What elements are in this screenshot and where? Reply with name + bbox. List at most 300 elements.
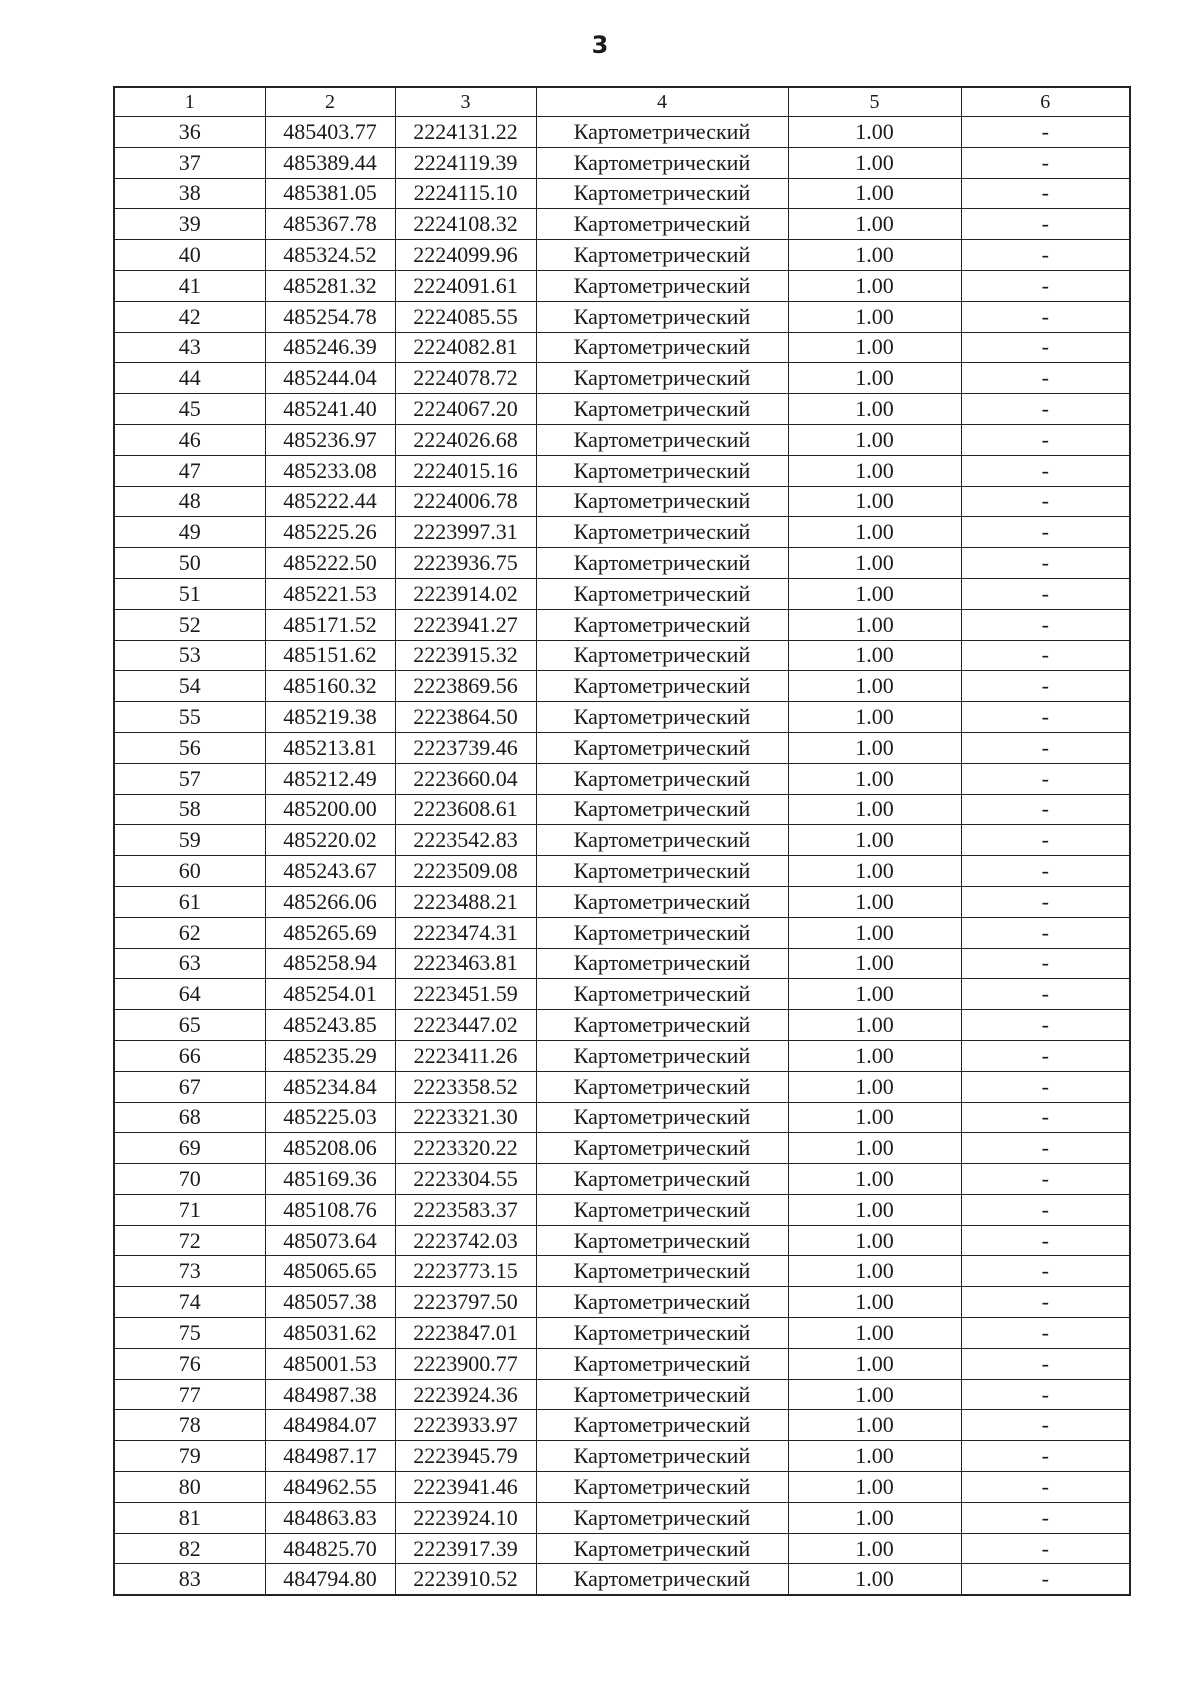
accuracy-cell: 1.00 (788, 548, 961, 579)
accuracy-cell: 1.00 (788, 763, 961, 794)
y-coordinate-cell: 2223451.59 (395, 979, 536, 1010)
accuracy-cell: 1.00 (788, 209, 961, 240)
method-cell: Картометрический (536, 147, 788, 178)
table-row (114, 856, 1130, 887)
x-coordinate-cell: 485265.69 (265, 917, 395, 948)
x-coordinate-cell: 485266.06 (265, 886, 395, 917)
column-header-1: 1 (114, 87, 265, 117)
method-cell: Картометрический (536, 1225, 788, 1256)
y-coordinate-cell: 2224015.16 (395, 455, 536, 486)
accuracy-cell: 1.00 (788, 1164, 961, 1195)
note-cell: - (961, 794, 1130, 825)
y-coordinate-cell: 2223997.31 (395, 517, 536, 548)
accuracy-cell: 1.00 (788, 424, 961, 455)
method-cell: Картометрический (536, 578, 788, 609)
point-number-cell: 53 (114, 640, 265, 671)
table-row (114, 917, 1130, 948)
y-coordinate-cell: 2223608.61 (395, 794, 536, 825)
y-coordinate-cell: 2223773.15 (395, 1256, 536, 1287)
x-coordinate-cell: 485234.84 (265, 1071, 395, 1102)
accuracy-cell: 1.00 (788, 825, 961, 856)
table-row (114, 640, 1130, 671)
y-coordinate-cell: 2223447.02 (395, 1010, 536, 1041)
table-row (114, 363, 1130, 394)
point-number-cell: 69 (114, 1133, 265, 1164)
note-cell: - (961, 301, 1130, 332)
method-cell: Картометрический (536, 301, 788, 332)
accuracy-cell: 1.00 (788, 1318, 961, 1349)
method-cell: Картометрический (536, 1410, 788, 1441)
accuracy-cell: 1.00 (788, 917, 961, 948)
x-coordinate-cell: 485031.62 (265, 1318, 395, 1349)
y-coordinate-cell: 2224082.81 (395, 332, 536, 363)
y-coordinate-cell: 2223583.37 (395, 1194, 536, 1225)
table-row (114, 1410, 1130, 1441)
accuracy-cell: 1.00 (788, 301, 961, 332)
y-coordinate-cell: 2224108.32 (395, 209, 536, 240)
method-cell: Картометрический (536, 209, 788, 240)
x-coordinate-cell: 485212.49 (265, 763, 395, 794)
accuracy-cell: 1.00 (788, 1225, 961, 1256)
table-row (114, 424, 1130, 455)
point-number-cell: 74 (114, 1287, 265, 1318)
x-coordinate-cell: 485241.40 (265, 394, 395, 425)
table-row (114, 209, 1130, 240)
method-cell: Картометрический (536, 1564, 788, 1595)
point-number-cell: 56 (114, 732, 265, 763)
accuracy-cell: 1.00 (788, 486, 961, 517)
point-number-cell: 43 (114, 332, 265, 363)
x-coordinate-cell: 485001.53 (265, 1348, 395, 1379)
method-cell: Картометрический (536, 1379, 788, 1410)
note-cell: - (961, 178, 1130, 209)
point-number-cell: 62 (114, 917, 265, 948)
column-header-5: 5 (788, 87, 961, 117)
x-coordinate-cell: 484825.70 (265, 1533, 395, 1564)
x-coordinate-cell: 485160.32 (265, 671, 395, 702)
x-coordinate-cell: 485254.01 (265, 979, 395, 1010)
x-coordinate-cell: 485208.06 (265, 1133, 395, 1164)
page-number: 3 (591, 31, 609, 59)
accuracy-cell: 1.00 (788, 856, 961, 887)
method-cell: Картометрический (536, 1040, 788, 1071)
method-cell: Картометрический (536, 1318, 788, 1349)
y-coordinate-cell: 2223304.55 (395, 1164, 536, 1195)
method-cell: Картометрический (536, 332, 788, 363)
x-coordinate-cell: 484794.80 (265, 1564, 395, 1595)
accuracy-cell: 1.00 (788, 1472, 961, 1503)
note-cell: - (961, 1164, 1130, 1195)
note-cell: - (961, 825, 1130, 856)
x-coordinate-cell: 485108.76 (265, 1194, 395, 1225)
note-cell: - (961, 1472, 1130, 1503)
x-coordinate-cell: 485254.78 (265, 301, 395, 332)
note-cell: - (961, 1379, 1130, 1410)
table-row (114, 1348, 1130, 1379)
x-coordinate-cell: 485200.00 (265, 794, 395, 825)
point-number-cell: 66 (114, 1040, 265, 1071)
table-row (114, 1441, 1130, 1472)
note-cell: - (961, 1348, 1130, 1379)
table-header-row (114, 87, 1130, 117)
method-cell: Картометрический (536, 270, 788, 301)
x-coordinate-cell: 485225.03 (265, 1102, 395, 1133)
point-number-cell: 51 (114, 578, 265, 609)
note-cell: - (961, 240, 1130, 271)
point-number-cell: 80 (114, 1472, 265, 1503)
method-cell: Картометрический (536, 702, 788, 733)
method-cell: Картометрический (536, 1472, 788, 1503)
note-cell: - (961, 548, 1130, 579)
method-cell: Картометрический (536, 455, 788, 486)
point-number-cell: 42 (114, 301, 265, 332)
accuracy-cell: 1.00 (788, 1287, 961, 1318)
x-coordinate-cell: 485222.44 (265, 486, 395, 517)
x-coordinate-cell: 485225.26 (265, 517, 395, 548)
table-row (114, 578, 1130, 609)
point-number-cell: 46 (114, 424, 265, 455)
y-coordinate-cell: 2223941.27 (395, 609, 536, 640)
x-coordinate-cell: 485367.78 (265, 209, 395, 240)
x-coordinate-cell: 485065.65 (265, 1256, 395, 1287)
accuracy-cell: 1.00 (788, 1533, 961, 1564)
method-cell: Картометрический (536, 917, 788, 948)
point-number-cell: 71 (114, 1194, 265, 1225)
point-number-cell: 39 (114, 209, 265, 240)
accuracy-cell: 1.00 (788, 1102, 961, 1133)
method-cell: Картометрический (536, 856, 788, 887)
x-coordinate-cell: 485324.52 (265, 240, 395, 271)
table-row (114, 1472, 1130, 1503)
point-number-cell: 45 (114, 394, 265, 425)
point-number-cell: 78 (114, 1410, 265, 1441)
point-number-cell: 54 (114, 671, 265, 702)
table-row (114, 455, 1130, 486)
accuracy-cell: 1.00 (788, 1133, 961, 1164)
y-coordinate-cell: 2224115.10 (395, 178, 536, 209)
table-row (114, 702, 1130, 733)
note-cell: - (961, 1071, 1130, 1102)
y-coordinate-cell: 2223910.52 (395, 1564, 536, 1595)
note-cell: - (961, 1194, 1130, 1225)
method-cell: Картометрический (536, 1102, 788, 1133)
y-coordinate-cell: 2223900.77 (395, 1348, 536, 1379)
table-row (114, 1010, 1130, 1041)
accuracy-cell: 1.00 (788, 702, 961, 733)
method-cell: Картометрический (536, 1441, 788, 1472)
method-cell: Картометрический (536, 794, 788, 825)
x-coordinate-cell: 485235.29 (265, 1040, 395, 1071)
accuracy-cell: 1.00 (788, 147, 961, 178)
table-row (114, 178, 1130, 209)
x-coordinate-cell: 485233.08 (265, 455, 395, 486)
y-coordinate-cell: 2223941.46 (395, 1472, 536, 1503)
point-number-cell: 50 (114, 548, 265, 579)
table-row (114, 301, 1130, 332)
table-body (114, 117, 1130, 1596)
x-coordinate-cell: 485169.36 (265, 1164, 395, 1195)
y-coordinate-cell: 2223797.50 (395, 1287, 536, 1318)
y-coordinate-cell: 2223936.75 (395, 548, 536, 579)
point-number-cell: 40 (114, 240, 265, 271)
x-coordinate-cell: 485221.53 (265, 578, 395, 609)
accuracy-cell: 1.00 (788, 732, 961, 763)
x-coordinate-cell: 485258.94 (265, 948, 395, 979)
table-row (114, 886, 1130, 917)
y-coordinate-cell: 2224119.39 (395, 147, 536, 178)
method-cell: Картометрический (536, 763, 788, 794)
y-coordinate-cell: 2223488.21 (395, 886, 536, 917)
y-coordinate-cell: 2224091.61 (395, 270, 536, 301)
point-number-cell: 61 (114, 886, 265, 917)
accuracy-cell: 1.00 (788, 1348, 961, 1379)
y-coordinate-cell: 2223924.10 (395, 1502, 536, 1533)
y-coordinate-cell: 2224067.20 (395, 394, 536, 425)
note-cell: - (961, 979, 1130, 1010)
method-cell: Картометрический (536, 640, 788, 671)
table-row (114, 270, 1130, 301)
note-cell: - (961, 1040, 1130, 1071)
note-cell: - (961, 1256, 1130, 1287)
note-cell: - (961, 948, 1130, 979)
table-row (114, 486, 1130, 517)
method-cell: Картометрический (536, 486, 788, 517)
x-coordinate-cell: 485243.67 (265, 856, 395, 887)
accuracy-cell: 1.00 (788, 1502, 961, 1533)
y-coordinate-cell: 2223924.36 (395, 1379, 536, 1410)
method-cell: Картометрический (536, 394, 788, 425)
point-number-cell: 75 (114, 1318, 265, 1349)
note-cell: - (961, 363, 1130, 394)
table-row (114, 1533, 1130, 1564)
point-number-cell: 67 (114, 1071, 265, 1102)
y-coordinate-cell: 2223542.83 (395, 825, 536, 856)
x-coordinate-cell: 484962.55 (265, 1472, 395, 1503)
x-coordinate-cell: 485151.62 (265, 640, 395, 671)
x-coordinate-cell: 484984.07 (265, 1410, 395, 1441)
point-number-cell: 72 (114, 1225, 265, 1256)
accuracy-cell: 1.00 (788, 886, 961, 917)
point-number-cell: 55 (114, 702, 265, 733)
table-row (114, 763, 1130, 794)
x-coordinate-cell: 485213.81 (265, 732, 395, 763)
table-row (114, 240, 1130, 271)
column-header-4: 4 (536, 87, 788, 117)
note-cell: - (961, 209, 1130, 240)
accuracy-cell: 1.00 (788, 1564, 961, 1595)
note-cell: - (961, 732, 1130, 763)
y-coordinate-cell: 2223914.02 (395, 578, 536, 609)
accuracy-cell: 1.00 (788, 517, 961, 548)
note-cell: - (961, 763, 1130, 794)
note-cell: - (961, 917, 1130, 948)
point-number-cell: 81 (114, 1502, 265, 1533)
point-number-cell: 65 (114, 1010, 265, 1041)
table-row (114, 147, 1130, 178)
table-row (114, 732, 1130, 763)
point-number-cell: 52 (114, 609, 265, 640)
note-cell: - (961, 517, 1130, 548)
accuracy-cell: 1.00 (788, 1410, 961, 1441)
method-cell: Картометрический (536, 732, 788, 763)
y-coordinate-cell: 2223847.01 (395, 1318, 536, 1349)
y-coordinate-cell: 2223321.30 (395, 1102, 536, 1133)
method-cell: Картометрический (536, 1502, 788, 1533)
note-cell: - (961, 1133, 1130, 1164)
y-coordinate-cell: 2224085.55 (395, 301, 536, 332)
x-coordinate-cell: 485281.32 (265, 270, 395, 301)
method-cell: Картометрический (536, 424, 788, 455)
note-cell: - (961, 394, 1130, 425)
accuracy-cell: 1.00 (788, 1441, 961, 1472)
accuracy-cell: 1.00 (788, 1379, 961, 1410)
table-row (114, 794, 1130, 825)
x-coordinate-cell: 485171.52 (265, 609, 395, 640)
table-row (114, 1318, 1130, 1349)
point-number-cell: 83 (114, 1564, 265, 1595)
table-row (114, 671, 1130, 702)
x-coordinate-cell: 485403.77 (265, 117, 395, 148)
table-row (114, 517, 1130, 548)
note-cell: - (961, 886, 1130, 917)
table-row (114, 979, 1130, 1010)
table-row (114, 1102, 1130, 1133)
accuracy-cell: 1.00 (788, 117, 961, 148)
note-cell: - (961, 147, 1130, 178)
method-cell: Картометрический (536, 517, 788, 548)
accuracy-cell: 1.00 (788, 609, 961, 640)
method-cell: Картометрический (536, 1533, 788, 1564)
note-cell: - (961, 486, 1130, 517)
point-number-cell: 48 (114, 486, 265, 517)
method-cell: Картометрический (536, 886, 788, 917)
y-coordinate-cell: 2223358.52 (395, 1071, 536, 1102)
y-coordinate-cell: 2223463.81 (395, 948, 536, 979)
y-coordinate-cell: 2223739.46 (395, 732, 536, 763)
y-coordinate-cell: 2224099.96 (395, 240, 536, 271)
y-coordinate-cell: 2223320.22 (395, 1133, 536, 1164)
point-number-cell: 77 (114, 1379, 265, 1410)
note-cell: - (961, 424, 1130, 455)
accuracy-cell: 1.00 (788, 363, 961, 394)
method-cell: Картометрический (536, 1164, 788, 1195)
x-coordinate-cell: 485243.85 (265, 1010, 395, 1041)
coordinates-table (113, 86, 1131, 1596)
accuracy-cell: 1.00 (788, 979, 961, 1010)
y-coordinate-cell: 2223945.79 (395, 1441, 536, 1472)
table-row (114, 548, 1130, 579)
method-cell: Картометрический (536, 1287, 788, 1318)
x-coordinate-cell: 485381.05 (265, 178, 395, 209)
point-number-cell: 82 (114, 1533, 265, 1564)
point-number-cell: 49 (114, 517, 265, 548)
note-cell: - (961, 455, 1130, 486)
note-cell: - (961, 702, 1130, 733)
method-cell: Картометрический (536, 825, 788, 856)
accuracy-cell: 1.00 (788, 578, 961, 609)
y-coordinate-cell: 2224006.78 (395, 486, 536, 517)
note-cell: - (961, 578, 1130, 609)
y-coordinate-cell: 2223933.97 (395, 1410, 536, 1441)
method-cell: Картометрический (536, 671, 788, 702)
table-row (114, 825, 1130, 856)
accuracy-cell: 1.00 (788, 671, 961, 702)
accuracy-cell: 1.00 (788, 270, 961, 301)
table-row (114, 1225, 1130, 1256)
table-row (114, 1502, 1130, 1533)
x-coordinate-cell: 485219.38 (265, 702, 395, 733)
table-row (114, 332, 1130, 363)
method-cell: Картометрический (536, 548, 788, 579)
table-row (114, 1256, 1130, 1287)
method-cell: Картометрический (536, 1194, 788, 1225)
accuracy-cell: 1.00 (788, 1071, 961, 1102)
note-cell: - (961, 1287, 1130, 1318)
table-row (114, 117, 1130, 148)
point-number-cell: 59 (114, 825, 265, 856)
method-cell: Картометрический (536, 1133, 788, 1164)
point-number-cell: 60 (114, 856, 265, 887)
x-coordinate-cell: 485236.97 (265, 424, 395, 455)
point-number-cell: 36 (114, 117, 265, 148)
x-coordinate-cell: 485244.04 (265, 363, 395, 394)
y-coordinate-cell: 2224026.68 (395, 424, 536, 455)
accuracy-cell: 1.00 (788, 394, 961, 425)
note-cell: - (961, 671, 1130, 702)
accuracy-cell: 1.00 (788, 455, 961, 486)
point-number-cell: 47 (114, 455, 265, 486)
note-cell: - (961, 1564, 1130, 1595)
point-number-cell: 70 (114, 1164, 265, 1195)
point-number-cell: 63 (114, 948, 265, 979)
method-cell: Картометрический (536, 363, 788, 394)
note-cell: - (961, 640, 1130, 671)
note-cell: - (961, 1102, 1130, 1133)
column-header-3: 3 (395, 87, 536, 117)
y-coordinate-cell: 2223917.39 (395, 1533, 536, 1564)
note-cell: - (961, 1010, 1130, 1041)
y-coordinate-cell: 2223915.32 (395, 640, 536, 671)
note-cell: - (961, 1410, 1130, 1441)
point-number-cell: 38 (114, 178, 265, 209)
table-row (114, 1287, 1130, 1318)
point-number-cell: 76 (114, 1348, 265, 1379)
accuracy-cell: 1.00 (788, 948, 961, 979)
note-cell: - (961, 117, 1130, 148)
accuracy-cell: 1.00 (788, 1194, 961, 1225)
accuracy-cell: 1.00 (788, 1010, 961, 1041)
note-cell: - (961, 1533, 1130, 1564)
note-cell: - (961, 1225, 1130, 1256)
y-coordinate-cell: 2223411.26 (395, 1040, 536, 1071)
table-row (114, 1564, 1130, 1595)
x-coordinate-cell: 485222.50 (265, 548, 395, 579)
note-cell: - (961, 856, 1130, 887)
column-header-6: 6 (961, 87, 1130, 117)
method-cell: Картометрический (536, 117, 788, 148)
accuracy-cell: 1.00 (788, 178, 961, 209)
point-number-cell: 57 (114, 763, 265, 794)
point-number-cell: 68 (114, 1102, 265, 1133)
x-coordinate-cell: 485246.39 (265, 332, 395, 363)
x-coordinate-cell: 485057.38 (265, 1287, 395, 1318)
accuracy-cell: 1.00 (788, 240, 961, 271)
column-header-2: 2 (265, 87, 395, 117)
table-row (114, 1040, 1130, 1071)
accuracy-cell: 1.00 (788, 1040, 961, 1071)
table-row (114, 1194, 1130, 1225)
y-coordinate-cell: 2224131.22 (395, 117, 536, 148)
